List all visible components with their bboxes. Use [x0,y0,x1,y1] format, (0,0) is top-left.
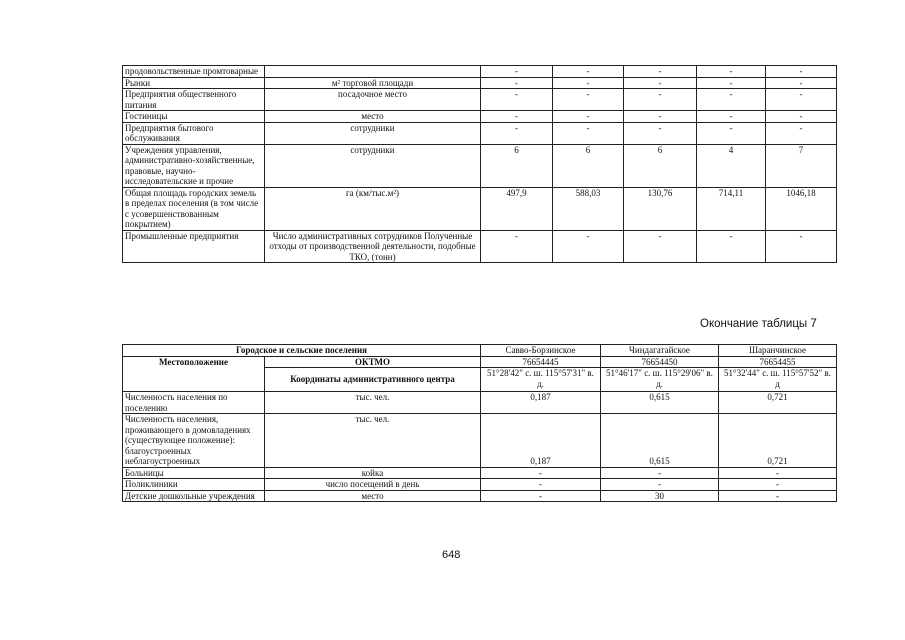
row-value: - [697,89,766,111]
row-value: - [481,77,553,89]
row-name: продовольственные промтоварные [123,66,265,78]
row-value: 0,187 [481,414,601,468]
row-value: - [719,490,837,502]
table-caption: Окончание таблицы 7 [700,318,817,330]
table-row [123,467,837,479]
row-value: - [624,230,697,263]
table-2-body [123,392,837,502]
header-row-group [123,345,837,357]
row-name: Численность населения, проживающего в домовладениях (существующее положение): благоустроенных неблагоустроенных [123,414,265,468]
row-value: 0,615 [601,392,719,414]
table-row [123,111,837,123]
row-value: 6 [624,144,697,187]
row-value: 4 [697,144,766,187]
row-value: - [481,490,601,502]
row-value: - [766,66,837,78]
row-value: - [481,467,601,479]
table-7-ending [122,344,837,502]
oktmo-value: 76654455 [719,356,837,368]
row-unit: тыс. чел. [265,414,481,468]
row-name: Детские дошкольные учреждения [123,490,265,502]
row-value: - [553,111,624,123]
row-name: Больницы [123,467,265,479]
row-value: - [766,77,837,89]
row-value: - [481,111,553,123]
row-value: 497,9 [481,187,553,230]
row-name: Рынки [123,77,265,89]
settlement-name: Савво-Борзинское [481,345,601,357]
row-value: - [553,77,624,89]
row-name: Промышленные предприятия [123,230,265,263]
row-value: 7 [766,144,837,187]
row-value: - [553,66,624,78]
row-value: - [481,479,601,491]
table-row [123,230,837,263]
coords-value: 51°46'17" с. ш. 115°29'06" в. д. [601,368,719,392]
row-value: - [697,230,766,263]
oktmo-value: 76654450 [601,356,719,368]
row-unit: тыс. чел. [265,392,481,414]
row-value: - [766,122,837,144]
row-value: - [624,122,697,144]
row-value: - [553,89,624,111]
row-unit: м² торговой площади [265,77,481,89]
coords-value: 51°28'42" с. ш. 115°57'31" в. д. [481,368,601,392]
row-unit: сотрудники [265,122,481,144]
oktmo-value: 76654445 [481,356,601,368]
row-value: - [766,111,837,123]
row-value: 714,11 [697,187,766,230]
row-value: - [766,89,837,111]
table-row [123,414,837,468]
row-value: - [481,122,553,144]
row-value: - [481,230,553,263]
row-value: - [624,66,697,78]
row-value: 0,721 [719,392,837,414]
row-value: - [766,230,837,263]
table-row [123,144,837,187]
row-value: - [719,479,837,491]
table-row [123,187,837,230]
row-unit: посадочное место [265,89,481,111]
location-label: Местоположение [123,356,265,392]
table-1-body [123,66,837,263]
row-value: 0,721 [719,414,837,468]
row-unit: га (км/тыс.м²) [265,187,481,230]
table-row [123,122,837,144]
row-name: Учреждения управления, административно-хозяйственные, правовые, научно-исследовательские и прочие [123,144,265,187]
table-row [123,479,837,491]
header-row-oktmo [123,356,837,368]
row-unit: Число административных сотрудников Полученные отходы от производственной деятельности, подобные ТКО, (тонн) [265,230,481,263]
row-value: 0,187 [481,392,601,414]
table-7-continuation [122,65,837,263]
row-value: 1046,18 [766,187,837,230]
row-value: - [697,77,766,89]
row-value: - [481,89,553,111]
row-value: - [697,66,766,78]
row-unit [265,66,481,78]
row-value: - [553,122,624,144]
row-value: 6 [481,144,553,187]
row-value: 30 [601,490,719,502]
row-value: - [624,77,697,89]
settlement-name: Чиндагатайское [601,345,719,357]
row-unit: место [265,111,481,123]
row-value: - [697,122,766,144]
coords-value: 51°32'44" с. ш. 115°57'52" в. д [719,368,837,392]
table-row [123,77,837,89]
row-unit: сотрудники [265,144,481,187]
row-value: - [553,230,624,263]
settlement-name: Шаранчинское [719,345,837,357]
row-value: - [601,467,719,479]
coords-label: Координаты административного центра [265,368,481,392]
table-row [123,490,837,502]
row-value: - [481,66,553,78]
row-name: Общая площадь городских земель в пределах поселения (в том числе с усовершенствованным покрытием) [123,187,265,230]
row-value: - [624,111,697,123]
row-name: Предприятия бытового обслуживания [123,122,265,144]
row-value: 130,76 [624,187,697,230]
row-name: Численность населения по поселению [123,392,265,414]
row-value: - [601,479,719,491]
page-number: 648 [442,549,461,561]
table-row [123,392,837,414]
row-value: 0,615 [601,414,719,468]
row-value: 588,03 [553,187,624,230]
header-group: Городское и сельские поселения [123,345,481,357]
row-name: Поликлиники [123,479,265,491]
row-value: 6 [553,144,624,187]
oktmo-label: ОКТМО [265,356,481,368]
row-unit: место [265,490,481,502]
row-value: - [697,111,766,123]
row-unit: число посещений в день [265,479,481,491]
row-value: - [624,89,697,111]
row-value: - [719,467,837,479]
table-row [123,89,837,111]
row-name: Гостиницы [123,111,265,123]
table-row [123,66,837,78]
row-name: Предприятия общественного питания [123,89,265,111]
row-unit: койка [265,467,481,479]
